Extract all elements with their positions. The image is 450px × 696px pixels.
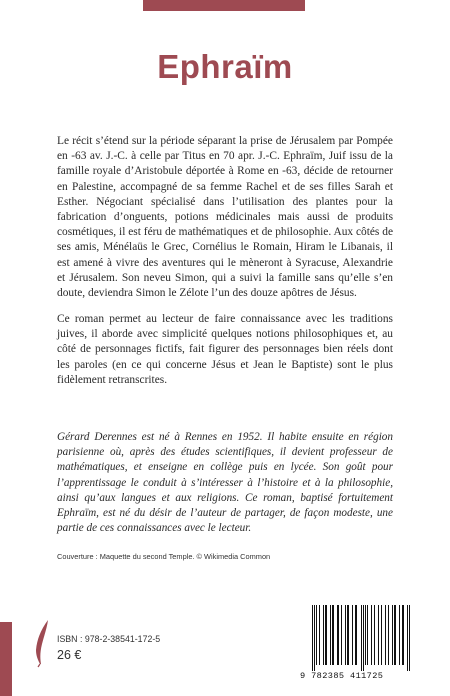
author-bio: Gérard Derennes est né à Rennes en 1952. Il habite ensuite en région parisienne où, après des études scientifiques, il devient professeur de mathématiques, et enseigne en collège puis en lycée. Son goût pour l’apprentissage le conduit à s’intéresser à l’histoire et à la philosophie, ainsi qu’aux langues et aux religions. Ce roman, baptisé fortuitement Ephraïm, est né du désir de l’auteur de partager, de façon modeste, une partie de ces connaissances avec le lecteur. (57, 431, 393, 535)
barcode-bar (371, 605, 372, 665)
barcode-bar (355, 605, 357, 665)
barcode-guard-bar (407, 605, 408, 671)
barcode-bar (381, 605, 382, 665)
barcode-bar (367, 605, 368, 665)
barcode-bar (330, 605, 331, 665)
barcode-bar (323, 605, 324, 665)
barcode-guard-bar (409, 605, 410, 671)
feather-quill-icon (32, 618, 52, 668)
top-color-band (143, 0, 305, 11)
barcode-bar (316, 605, 317, 665)
cover-credit: Couverture : Maquette du second Temple. © Wikimedia Common (57, 552, 271, 561)
book-title: Ephraïm (157, 48, 293, 85)
barcode-bar (374, 605, 375, 665)
summary-paragraph-2: Ce roman permet au lecteur de faire connaissance avec les traditions juives, il aborde avec simplicité quelques notions philosophiques et, au côté de personnages fictifs, fait figurer des personnages bien réels dont les paroles (en ce qui concerne Jésus et Jean le Baptiste) sont le plus fidèlement retranscrites. (57, 313, 393, 386)
barcode-bars (300, 603, 426, 671)
barcode-guard-bar (361, 605, 362, 671)
barcode-bar (392, 605, 393, 665)
barcode-guard-bar (363, 605, 364, 671)
barcode-bar (341, 605, 342, 665)
barcode-bar (394, 605, 396, 665)
barcode-guard-bar (314, 605, 315, 671)
barcode-bar (319, 605, 320, 665)
price-text: 26 € (57, 648, 82, 662)
barcode-digits: 9 782385 411725 (300, 671, 384, 681)
isbn-text: ISBN : 978-2-38541-172-5 (57, 634, 161, 644)
barcode-guard-bar (312, 605, 313, 671)
barcode-bar (385, 605, 386, 665)
barcode-bar (325, 605, 327, 665)
barcode-bar (388, 605, 389, 665)
barcode-bar (347, 605, 349, 665)
barcode-bar (402, 605, 404, 665)
barcode (300, 603, 426, 686)
barcode-bar (337, 605, 339, 665)
barcode-bar (345, 605, 346, 665)
summary-paragraph-1: Le récit s’étend sur la période séparant la prise de Jérusalem par Pompée en -63 av. J.-C. à celle par Titus en 70 apr. J.-C. Ephraïm, Juif issu de la famille royale d’Aristobule déportée à Rome en -63, décide de retourner en Palestine, accompagné de sa femme Rachel et de ses filles Sarah et Esther. Négociant spécialisé dans l’utilisation des plantes pour la fabrication d’onguents, potions médicinales mais aussi de produits cosmétiques, il est féru de mathématiques et de philosophie. Aux côtés de ses amis, Ménélaüs le Grec, Cornélius le Romain, Hiram le Libanais, il est amené à vivre des aventures qui le mèneront à Syracuse, Alexandrie et Jérusalem. Son neveu Simon, qui a suivi la famille sans qu’elle s’en doute, deviendra Simon le Zélote l’un des douze apôtres de Jésus. (57, 135, 393, 300)
barcode-bar (352, 605, 353, 665)
barcode-bar (378, 605, 379, 665)
left-color-band (0, 622, 12, 696)
barcode-bar (399, 605, 400, 665)
barcode-bar (365, 605, 366, 665)
barcode-bar (332, 605, 334, 665)
